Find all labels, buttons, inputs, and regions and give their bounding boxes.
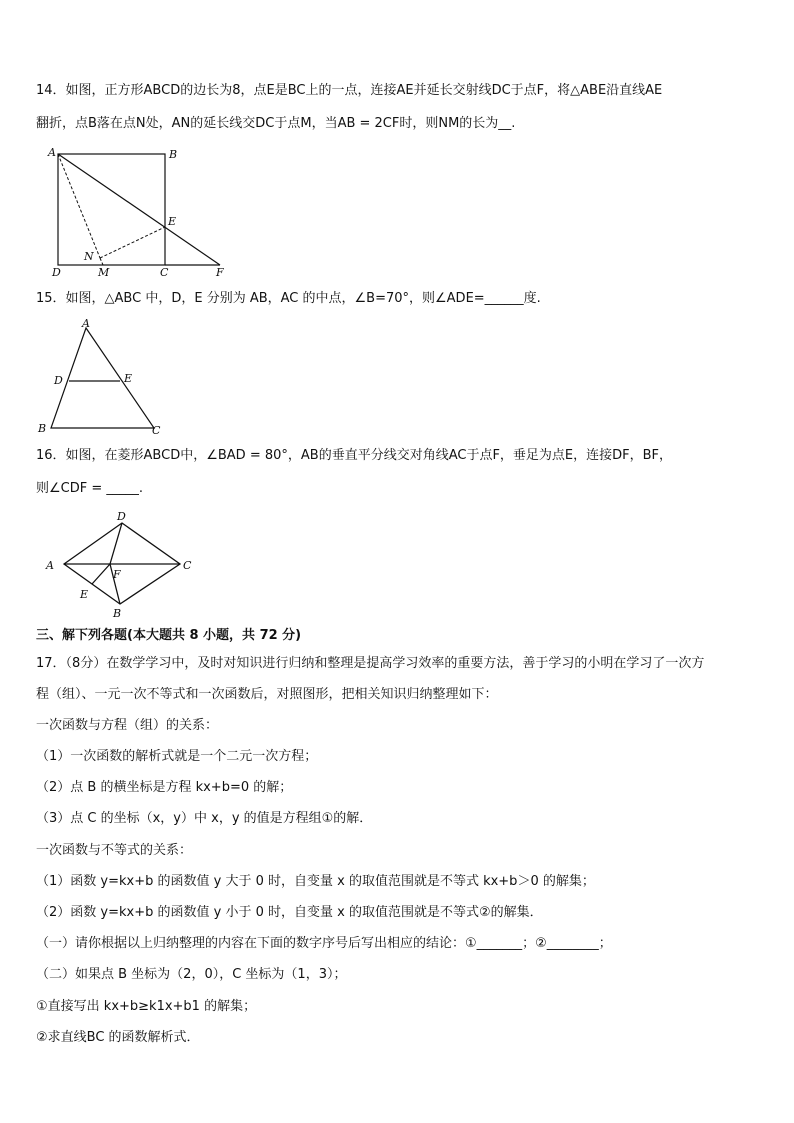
label-D: D [52, 266, 61, 278]
dashed-nm [100, 258, 103, 265]
q14-figure-square [44, 143, 284, 278]
q17-line12: ①直接写出 kx+b≥k1x+b1 的解集； [36, 999, 257, 1014]
q14-line2: 翻折，点B落在点N处，AN的延长线交DC于点M，当AB = 2CF时，则NM的长为__. [36, 116, 516, 131]
q17-line7: 一次函数与不等式的关系： [36, 843, 193, 858]
q17-line9: （2）函数 y=kx+b 的函数值 y 小于 0 时，自变量 x 的取值范围就是不等式②的解集． [36, 905, 543, 920]
segment-fe [92, 564, 110, 584]
q16-figure-rhombus [40, 506, 220, 621]
label-A: A [82, 317, 90, 330]
segment-df [110, 523, 122, 564]
q15-figure-triangle [34, 314, 204, 439]
label-A: A [48, 146, 56, 159]
label-E: E [168, 215, 177, 228]
label-D: D [117, 510, 126, 523]
q15-line1: 15．如图，△ABC 中，D，E 分别为 AB，AC 的中点，∠B=70°，则∠ADE=______度. [36, 291, 541, 306]
label-B: B [113, 607, 122, 620]
triangle-abc [51, 328, 154, 428]
label-E: E [80, 588, 89, 601]
label-B: B [169, 148, 178, 161]
label-D: D [54, 374, 63, 387]
q14-line1: 14．如图，正方形ABCD的边长为8，点E是BC上的一点，连接AE并延长交射线DC于点F，将△ABE沿直线AE [36, 83, 663, 98]
section3-title: 三、解下列各题(本大题共 8 小题，共 72 分) [36, 628, 302, 643]
label-A: A [46, 559, 54, 572]
label-C: C [152, 424, 161, 437]
q17-line4: （1）一次函数的解析式就是一个二元一次方程； [36, 749, 318, 764]
label-F: F [113, 568, 121, 581]
label-B: B [38, 422, 47, 435]
q17-line5: （2）点 B 的横坐标是方程 kx+b=0 的解； [36, 780, 293, 795]
dashed-an [58, 154, 100, 258]
label-N: N [84, 250, 94, 263]
q17-line2: 程（组）、一元一次不等式和一次函数后，对照图形，把相关知识归纳整理如下： [36, 687, 498, 702]
square-abcd [58, 154, 165, 265]
q16-line2: 则∠CDF = _____. [36, 481, 144, 496]
q16-line1: 16．如图，在菱形ABCD中，∠BAD = 80°，AB的垂直平分线交对角线AC于点F，垂足为点E，连接DF，BF， [36, 448, 673, 463]
dashed-ne [100, 227, 165, 258]
label-C: C [160, 266, 169, 278]
label-E: E [124, 372, 133, 385]
label-F: F [216, 266, 224, 278]
q17-line3: 一次函数与方程（组）的关系： [36, 718, 219, 733]
label-C: C [183, 559, 192, 572]
label-M: M [98, 266, 110, 278]
line-ae-extended [58, 154, 220, 265]
q17-line8: （1）函数 y=kx+b 的函数值 y 大于 0 时，自变量 x 的取值范围就是不等式 kx+b＞0 的解集； [36, 874, 595, 889]
q17-line1: 17．（8分）在数学学习中，及时对知识进行归纳和整理是提高学习效率的重要方法，善于学习的小明在学习了一次方 [36, 656, 705, 671]
q17-line13: ②求直线BC 的函数解析式． [36, 1030, 200, 1045]
q17-line10: （一）请你根据以上归纳整理的内容在下面的数字序号后写出相应的结论：①_______；②________； [36, 936, 612, 951]
q17-line11: （二）如果点 B 坐标为（2，0），C 坐标为（1，3）； [36, 967, 347, 982]
q17-line6: （3）点 C 的坐标（x，y）中 x，y 的值是方程组①的解． [36, 811, 373, 826]
